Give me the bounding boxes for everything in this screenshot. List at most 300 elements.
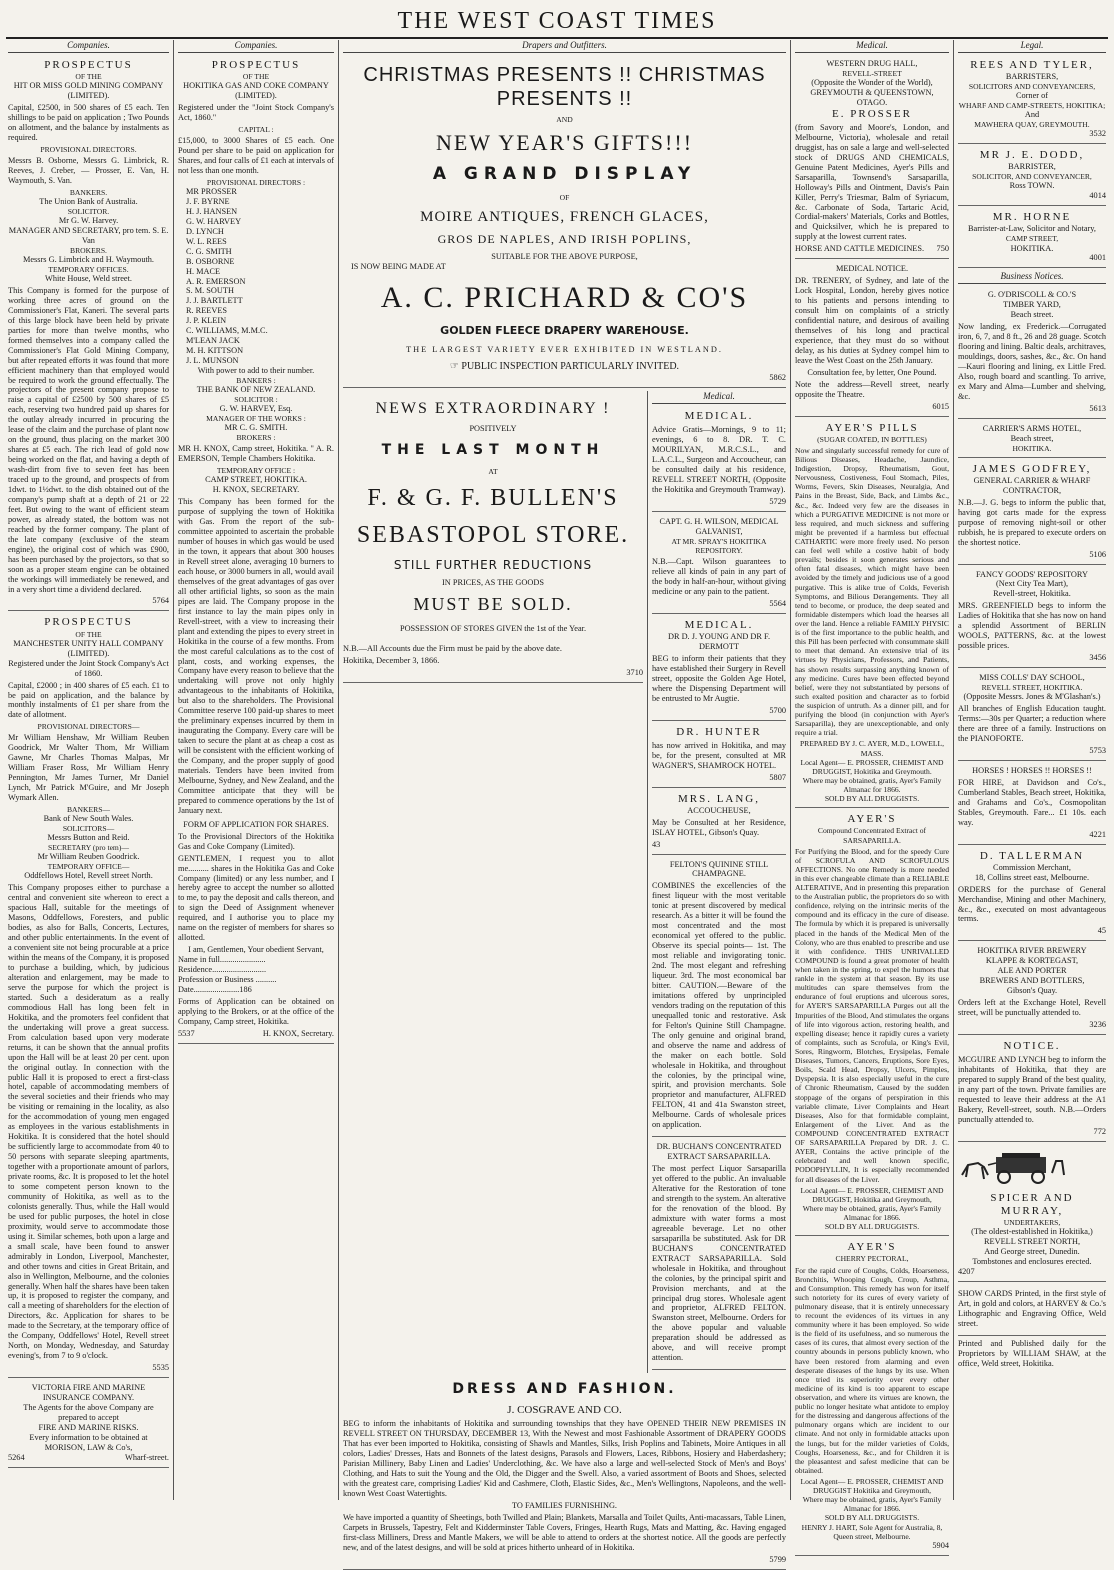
director-name: M'LEAN JACK xyxy=(186,336,240,346)
pointing-hand-icon: ☞ xyxy=(449,361,462,373)
ad-ref-number: 4221 xyxy=(1089,829,1106,839)
ad-ref-number: 5807 xyxy=(769,772,786,782)
ad-body: Orders left at the Exchange Hotel, Revell street, will be punctually attended to. xyxy=(958,998,1106,1018)
capital-text: £15,000, to 3000 Shares of £5 each. One Pound per share to be paid on application for Shares, and four calls of £1 each at intervals of not less than one month. xyxy=(178,136,334,175)
hall-company-prospectus xyxy=(8,614,169,1378)
ad-title: MISS COLLS' DAY SCHOOL, xyxy=(979,673,1085,683)
forms-note: Forms of Application can be obtained on applying to the Brokers, or at the office of the Company, Camp street, Hokitika. xyxy=(178,996,334,1026)
christmas-headline: CHRISTMAS PRESENTS !! CHRISTMAS PRESENTS !! xyxy=(363,63,766,110)
section-heading: Medical. xyxy=(795,40,949,53)
director-name: J. F. BYRNE xyxy=(186,196,230,206)
godfrey-carrier-ad xyxy=(958,461,1106,565)
ad-address: Beach street. xyxy=(1010,310,1054,320)
ad-sub: Compound Concentrated Extract of SARSAPARILLA. xyxy=(817,826,927,845)
show-cards-ad xyxy=(958,1285,1106,1336)
office-heading: TEMPORARY OFFICE : xyxy=(216,466,296,476)
form-field: Date......................186 xyxy=(178,985,252,995)
ad-line: Tombstones and enclosures erected. xyxy=(972,1257,1092,1267)
secretary-heading: SECRETARY (pro tem)— xyxy=(48,843,129,853)
ad-title: G. O'DRISCOLL & CO.'S xyxy=(987,290,1077,300)
reductions-headline: STILL FURTHER REDUCTIONS xyxy=(393,557,593,572)
directors-heading: PROVISIONAL DIRECTORS : xyxy=(206,177,306,187)
directors-text: Mr William Henshaw, Mr William Reuben Goodrick, Mr Walter Thom, Mr William Gawne, Mr Charles Thomas Malpas, Mr William Fraser Ross, Mr William Henry Pennington, Mr James Turner, Mr Daniel Lynch, Mr Patrick M'Guire, and Mr Joseph Wymark Allen. xyxy=(8,733,169,803)
office-text: CAMP STREET, HOKITIKA. xyxy=(205,475,307,485)
ad-ref-number: 772 xyxy=(1093,1126,1106,1136)
ad-title: MR J. E. DODD, xyxy=(979,149,1085,162)
ad-title: VICTORIA FIRE AND MARINE INSURANCE COMPANY. xyxy=(31,1383,146,1403)
ad-ref-number: 5862 xyxy=(769,373,786,383)
ad-ref-number: 5729 xyxy=(769,496,786,506)
buchan-ad xyxy=(652,1140,786,1370)
section-heading: Legal. xyxy=(958,40,1106,53)
ad-ref-number: 3532 xyxy=(1089,129,1106,139)
director-name: D. LYNCH xyxy=(186,226,224,236)
manager-heading: MANAGER OF THE WORKS : xyxy=(206,414,306,424)
ad-body: Advice Gratis—Mornings, 9 to 11; evenings, 6 to 8. DR. T. C. MOURILYAN, M.R.C.S.L., and L.A.C.L., Surgeon and Accoucheur, can be consulted daily at his residence, REVELL STREET NORTH, (Opposite the Hokitika and Greymouth Tramway). xyxy=(652,425,786,494)
solicitor-text: G. W. HARVEY, Esq. xyxy=(219,404,293,414)
ad-title: HOKITIKA RIVER BREWERY xyxy=(977,946,1087,956)
last-month-headline: THE LAST MONTH xyxy=(381,442,605,459)
ad-line: (The oldest-established in Hokitika,) xyxy=(971,1227,1093,1237)
ad-line: REVELL STREET NORTH, xyxy=(983,1237,1081,1247)
ad-ref-number: 5537 xyxy=(178,1028,195,1038)
director-name: R. REEVES xyxy=(186,306,228,316)
ad-title: CARRIER'S ARMS HOTEL, xyxy=(982,423,1082,433)
ad-signature: H. KNOX, Secretary. xyxy=(262,1028,334,1038)
ad-ref-number: 4001 xyxy=(1089,253,1106,263)
ad-title: DR. BUCHAN'S CONCENTRATED EXTRACT SARSAPARILLA. xyxy=(656,1142,782,1162)
bankers-heading: BANKERS— xyxy=(66,805,111,815)
brokers-text: Messrs G. Limbrick and H. Waymouth. xyxy=(23,254,154,264)
ad-body: FOR HIRE, at Davidson and Co's., Cumberland Stables, Beach street, Hokitika, and Grahams and Co's., Cosmopolitan Stables, Greymouth. Fare... £1 10s. each way. xyxy=(958,777,1106,827)
capital-heading: CAPITAL : xyxy=(238,124,274,134)
ad-ref-number: 5904 xyxy=(932,1540,949,1550)
section-heading: Drapers and Outfitters. xyxy=(343,40,786,53)
ad-line: HOKITIKA. xyxy=(1012,443,1052,453)
ad-body: DR. TRENERY, of Sydney, and late of the Lock Hospital, London, hereby gives notice to his patients and persons intending to consult him on complaints of a strictly confidential nature, and desirous of availing themselves of his long and practical experience, that they must do so without delay, as his duties at Sydney compel him to leave the West Coast on the 25th January. xyxy=(795,276,949,365)
almanac-note: Where may be obtained, gratis, Ayer's Family Almanac for 1866. xyxy=(802,1203,942,1222)
odriscoll-timber-ad xyxy=(958,288,1106,418)
colls-school-ad xyxy=(958,671,1106,761)
news-headline: NEWS EXTRAORDINARY ! xyxy=(375,400,611,418)
bankers-text: The Union Bank of Australia. xyxy=(39,196,138,206)
form-title: FORM OF APPLICATION FOR SHARES. xyxy=(183,819,329,829)
ad-ref-number: 3710 xyxy=(626,667,643,677)
hunter-ad xyxy=(652,724,786,788)
ad-line: CAMP STREET, xyxy=(1005,234,1059,244)
gas-company-prospectus xyxy=(178,57,334,1044)
director-name: H. MACE xyxy=(186,266,221,276)
director-name: M. H. KITTSON xyxy=(186,346,244,356)
office-heading: TEMPORARY OFFICE— xyxy=(47,862,130,872)
director-name: A. R. EMERSON xyxy=(186,276,246,286)
ayers-cherry-pectoral-ad xyxy=(795,1239,949,1556)
horne-ad xyxy=(958,209,1106,268)
ad-line: Every information to be obtained at xyxy=(29,1432,148,1442)
horses-ad xyxy=(958,764,1106,845)
sold-by: SOLD BY ALL DRUGGISTS. xyxy=(824,794,920,804)
ad-ref-number: 5106 xyxy=(1089,549,1106,559)
ad-title: HORSES ! HORSES !! HORSES !! xyxy=(972,765,1092,775)
must-be-sold-headline: MUST BE SOLD. xyxy=(413,594,573,615)
ad-line: HOKITIKA. xyxy=(1010,243,1054,253)
solicitor-text: Mr G. W. Harvey. xyxy=(58,215,119,225)
section-heading: Business Notices. xyxy=(958,271,1106,284)
ad-ref-number: 5535 xyxy=(152,1363,169,1373)
manager-text: MANAGER AND SECRETARY, pro tem. S. E. Van xyxy=(8,225,169,245)
ad-ref-number: 5753 xyxy=(1089,745,1106,755)
address-note: Note the address—Revell street, nearly opposite the Theatre. xyxy=(795,379,949,399)
bullen-sebastopol-ad xyxy=(343,391,643,682)
ad-body: ORDERS for the purchase of General Merchandise, Mining and other Machinery, &c., &c., executed on most advantageous terms. xyxy=(958,884,1106,924)
ad-line: (Opposite Messrs. Jones & M'Glashan's.) xyxy=(963,692,1101,702)
ayers-sarsaparilla-ad xyxy=(795,811,949,1236)
ad-title: PROSPECTUS xyxy=(44,616,133,629)
ad-title: AYER'S xyxy=(847,813,897,826)
ad-body: All branches of English Education taught. Terms:—30s per Quarter; a reduction where there are three of a family. Instructions on the PIANOFORTE. xyxy=(958,704,1106,743)
ad-line: SOLICITOR, AND CONVEYANCER, xyxy=(972,172,1092,182)
ad-body: has now arrived in Hokitika, and may be, for the present, consulted at MR WAGNER'S, SHAMROCK HOTEL. xyxy=(652,740,786,770)
sold-by: SOLD BY ALL DRUGGISTS. xyxy=(824,1222,920,1232)
ad-names: DR D. J. YOUNG AND DR F. DERMOTT xyxy=(667,631,771,651)
new-year-headline: NEW YEAR'S GIFTS!!! xyxy=(435,129,694,155)
ad-ref-number: 5764 xyxy=(152,596,169,606)
ad-ref-number: 750 xyxy=(936,244,949,254)
ad-body: SHOW CARDS Printed, in the first style of Art, in gold and colors, at HARVEY & Co.'s Lithographic and Engraving Office, Weld street. xyxy=(958,1289,1106,1328)
furnishing-heading: TO FAMILIES FURNISHING. xyxy=(511,1500,618,1510)
ad-footer xyxy=(178,1029,334,1039)
ad-and: AND xyxy=(556,114,573,124)
ad-address: 18, Collins street east, Melbourne. xyxy=(974,872,1090,882)
form-field: Name in full...................... xyxy=(178,955,266,965)
local-agent: Local Agent— E. PROSSER, CHEMIST AND DRUGGIST, Hokitika and Greymouth, xyxy=(800,1185,944,1204)
ad-line: Revell-street, Hokitika. xyxy=(993,589,1071,599)
ad-of-the: OF THE xyxy=(75,629,102,639)
druggist-name: E. PROSSER xyxy=(832,107,912,120)
dodd-ad xyxy=(958,147,1106,206)
ad-body: For the rapid cure of Coughs, Colds, Hoarseness, Bronchitis, Whooping Cough, Croup, Asthma, and Consumption. This remedy has won for itself such notoriety for its cures of every variety of pulmonary disease, that it is entirely unnecessary to recount the evidences of its virtues in any community where it has been employed. So wide is the field of its usefulness, and so numerous the cases of its cures, that almost every section of the country abounds in persons publicly known, who have been restored from alarming and even desperate diseases of the lungs by its use. When once tried its superiority over every other medicine of its kind is too apparent to escape observation, and where its virtues are known, the public no longer hesitate what antidote to employ for the distressing and dangerous affections of the pulmonary organs which are incident to our climate. And not only in formidable attacks upon the lungs, but for the milder varieties of Colds, Coughs, Hoarseness, &c., and for Children it is the pleasantest and safest medicine that can be obtained. xyxy=(795,1265,949,1475)
prices-line: IN PRICES, AS THE GOODS xyxy=(442,578,544,588)
column-legal xyxy=(953,40,1110,1500)
prichard-christmas-ad xyxy=(343,57,786,388)
capital-text: Capital, £2500, in 500 shares of £5 each. Ten shillings to be paid on application ; Two Pounds on allotment, and the balance by instalments as required. xyxy=(8,103,169,142)
column-companies-1 xyxy=(4,40,173,1500)
form-body: GENTLEMEN, I request you to allot me.......... shares in the Hokitika Gas and Coke Company (limited) or any less number, and I hereby agree to accept the number so allotted to me, to pay the deposit and calls thereon, and to sign the Deed of Assignment whenever required, and I authorise you to place my name on the register of members for shares so allotted. xyxy=(178,853,334,943)
ad-body: Now landing, ex Frederick.—Corrugated iron, 6, 7, and 8 ft., 26 and 28 guage. Scotch flooring and lining. Baltic deals, architraves, mouldings, doors, sashes, &c., &c. On hand—Kauri flooring and lining, ex Little Fred. Also, rough board and scantling. To arrive, ex Mary and Alma—Lumber and shelving, &c. xyxy=(958,322,1106,401)
ad-sub: (SUGAR COATED, IN BOTTLES) xyxy=(817,434,927,444)
ad-of-the: OF THE xyxy=(75,71,102,81)
trenery-notice xyxy=(795,262,949,416)
ad-ref-number: 5799 xyxy=(769,1554,786,1564)
spicer-murray-ad xyxy=(958,1145,1106,1282)
bankers-text: Bank of New South Wales. xyxy=(43,814,134,824)
ad-line: MAWHERA QUAY, GREYMOUTH. xyxy=(974,120,1090,130)
ad-sub: GENERAL CARRIER & WHARF CONTRACTOR, xyxy=(973,475,1091,495)
bankers-text: THE BANK OF NEW ZEALAND. xyxy=(196,385,316,395)
ad-line: Ross TOWN. xyxy=(1009,181,1055,191)
director-name: G. W. HARVEY xyxy=(186,216,242,226)
ad-title: MR. HORNE xyxy=(992,211,1072,224)
ad-body: For Purifying the Blood, and for the speedy Cure of SCROFULA AND SCROFULOUS AFFECTIONS. No one Remedy is more needed in this ever changeable climate than a RELIABLE ALTERATIVE, And in presenting this preparation to the Australian public, the proprietors do so with confidence, relying on the intrinsic merits of the compound and its efficacy in the cure of disease. The formula by which it is prepared is universally placed in the hands of the Medical Men of the Colony, who are thus enabled to prescribe and use it with confidence. THIS UNRIVALLED COMPOUND is found a great promoter of health when taken in the spring, to expel the humors that rankle in the system at that season. By its use multitudes can spare themselves from the endurance of foul eruptions and ulcerous sores, for AYER'S SARSAPARILLA Purges out all the Impurities of the Blood, And stimulates the organs of life into vigorous action, restoring health, and expelling disease; hence it rapidly cures a variety of complaints, such as Scrofula, or King's Evil, Sores, Ringworm, Blotches, Erysipelas, Female Diseases, Tumors, Cancers, Eruptions, Sore Eyes, Boils, Scald Head, Dropsy, Ulcers, Pimples, Dyspepsia. It is also especially useful in the cure of Chronic Rheumatism, Caused by the sudden stoppage of the organs of perspiration in this variable climate, Liver Complaints and Heart Diseases, Also for that formidable complaint, Enlargement of the Liver. And as the COMPOUND CONCENTRATED EXTRACT OF SARSAPARILLA Prepared by DR. J. C. AYER, Contains the active principle of the celebrated and well known specific, PODOPHYLLIN, It is especially recommended for all diseases of the Liver. xyxy=(795,846,949,1184)
ad-ref-number: 3456 xyxy=(1089,653,1106,663)
ad-title: PROSPECTUS xyxy=(44,58,133,71)
form-sign: I am, Gentlemen, Your obedient Servant, xyxy=(188,945,324,955)
office-text: Oddfellows Hotel, Revell street North. xyxy=(24,871,153,881)
possession-line: POSSESSION OF STORES GIVEN the 1st of the Year. xyxy=(399,623,587,633)
form-field: Profession or Business .......... xyxy=(178,975,277,985)
directors-text: Messrs B. Osborne, Messrs G. Limbrick, R. Reeves, J. Creber, — Prosser, E. Van, H. Waymouth, S. Van. xyxy=(8,155,169,185)
accounts-note: N.B.—All Accounts due the Firm must be paid by the above date. xyxy=(343,643,562,653)
fee-text: Consultation fee, by letter, One Pound. xyxy=(807,367,937,377)
director-name: J. J. BARTLETT xyxy=(186,296,243,306)
ad-ref-number: 5564 xyxy=(769,598,786,608)
ad-ref-number: 5264 xyxy=(8,1452,25,1462)
ad-line: And xyxy=(1024,110,1040,120)
ad-footer xyxy=(795,244,949,254)
brewery-ad xyxy=(958,944,1106,1035)
lang-ad xyxy=(652,791,786,855)
ad-body: Now and singularly successful remedy for cure of Bilious Diseases, Headache, Jaundice, Indigestion, Dropsy, Rheumatism, Gout, Nervousness, Costiveness, Foul Stomach, Piles, Worms, Fevers, Skin Diseases, Neuralgia, And Pains in the Breast, Side, Back, and Limbs &c., &c., &c. Indeed very few are the diseases in which a PURGATIVE MEDICINE is not more or less required, and much sickness and suffering might be prevented if a harmless but effectual CATHARTIC were more freely used. No person can feel well while a costive habit of body prevails; besides it soon generates serious and often fatal diseases, which might have been avoided by the timely and judicious use of a good purgative. This is alike true of Colds, Feverish Symptoms, and Bilious Derangements. They all tend to become, or produce, the deep seated and formidable distempers which load the hearses all over the land. Hence a reliable FAMILY PHYSIC is of the first importance to the public health, and this Pill has been perfected with consummate skill to meet that demand. An extensive trial of its virtues by Physicians, Professors, and Patients, has shown results surpassing anything known of any medicine. Cures have been effected beyond belief, were they not substantiated by persons of such exalted position and character as to forbid the suspicion of untruth. As a dinner pill, and for purifying the blood (in conjunction with Ayer's Sarsaparilla), they are unexceptionable, and only require a trial. xyxy=(795,445,949,738)
ad-line: Corner of xyxy=(1015,91,1049,101)
date-line: Hokitika, December 3, 1866. xyxy=(343,655,440,665)
section-heading: Companies. xyxy=(178,40,334,53)
ad-body: N.B.—J. G. begs to inform the public that, having got carts made for the express purpose of removing night-soil or other rubbish, he is prepared to execute orders on the shortest notice. xyxy=(958,497,1106,547)
ad-title: NOTICE. xyxy=(1003,1040,1061,1053)
dress-fashion-ad xyxy=(343,1373,786,1569)
column-medical xyxy=(790,40,953,1550)
brokers-heading: BROKERS. xyxy=(70,245,107,255)
wilson-galvanist-ad xyxy=(652,515,786,614)
director-name: H. J. HANSEN xyxy=(186,206,238,216)
firm-name: J. COSGRAVE AND CO. xyxy=(507,1404,622,1416)
being-made-line: IS NOW BEING MADE AT xyxy=(351,262,446,272)
ad-line: BARRISTERS, xyxy=(1005,71,1059,81)
ad-title: SPICER AND MURRAY, xyxy=(990,1191,1074,1217)
director-name: S. M. SOUTH xyxy=(186,286,234,296)
tallerman-ad xyxy=(958,848,1106,942)
almanac-note: Where may be obtained, gratis, Ayer's Family Almanac for 1866. xyxy=(802,775,942,794)
ad-line: BARRISTER, xyxy=(1008,162,1056,172)
ayers-pills-ad xyxy=(795,420,949,809)
ad-line: MORISON, LAW & Co's, xyxy=(44,1442,133,1452)
sold-by: SOLD BY ALL DRUGGISTS. xyxy=(824,1513,920,1523)
ad-line: (Next City Tea Mart), xyxy=(995,579,1069,589)
drapers-lower-row xyxy=(343,391,786,1373)
largest-variety-line: THE LARGEST VARIETY EVER EXHIBITED IN WESTLAND. xyxy=(406,345,723,355)
director-name: J. L. MUNSON xyxy=(186,356,239,366)
ad-body: BEG to inform the inhabitants of Hokitika and surrounding townships that they have OPENED THEIR NEW PREMISES IN REVELL STREET ON THURSDAY, DECEMBER 13, With the Newest and most Fashionable Assortment of DRAPERY GOODS That has ever been imported to Hokitika, consisting of Shawls and Mantles, Silks, Irish Poplins and Tabinets, Moire Antiques in all colors, Ladies' Dresses, Hats and Bonnets of the latest designs, Parasols and Flowers, Laces, Ribbons, Hosiery and Haberdashery; Parisian Millinery, Baby Linen and Ladies' Underclothing, &c. We have also a large and well-selected Stock of Men's and Boys' Clothing, and Hats to suit the Young and the Old, the Digger and the Swell. Also, a varied assortment of Boots and Shoes, selected with the greatest care, comprising Ladies' Kid and Cashmere, Cloth, Elastic Sides, &c., Men's Wellingtons, Napoleons, and the well-known West Coast Watertights. xyxy=(343,1419,786,1498)
fabrics-line: MOIRE ANTIQUES, FRENCH GLACES, xyxy=(420,208,709,225)
ad-ref-number: 5613 xyxy=(1089,403,1106,413)
ad-ref-number: 45 xyxy=(1097,926,1106,936)
almanac-note: Where may be obtained, gratis, Ayer's Family Almanac for 1866. xyxy=(802,1495,942,1514)
gold-mining-prospectus xyxy=(8,57,169,612)
company-name: MANCHESTER UNITY HALL COMPANY (LIMITED). xyxy=(13,638,164,658)
ad-address: (Opposite the Wonder of the World), xyxy=(811,77,933,87)
victoria-insurance-ad xyxy=(8,1381,169,1468)
ad-footer-text: HORSE AND CATTLE MEDICINES. xyxy=(795,244,925,254)
ad-address: Wharf-street. xyxy=(125,1452,169,1462)
ad-line: And George street, Dunedin. xyxy=(984,1247,1080,1257)
ad-line: Barrister-at-Law, Solicitor and Notary, xyxy=(967,224,1096,234)
ad-title: AYER'S PILLS xyxy=(825,421,919,434)
ad-line: Beach street, xyxy=(1010,433,1054,443)
director-name: B. OSBORNE xyxy=(186,256,235,266)
ad-ref-number: 6015 xyxy=(932,401,949,411)
ad-body: BEG to inform their patients that they have established their Surgery in Revell street, opposite the Golden Age Hotel, where the Dispensing Department will be entrusted to Mr Augtie. xyxy=(652,653,786,703)
ad-title: FANCY GOODS' REPOSITORY xyxy=(976,569,1088,579)
store-name: SEBASTOPOL STORE. xyxy=(356,522,630,549)
director-name: MR PROSSER xyxy=(186,186,237,196)
ad-sub: AT MR. SPRAY'S HOKITIKA REPOSITORY. xyxy=(671,536,767,555)
dress-headline: DRESS AND FASHION. xyxy=(452,1381,677,1398)
ad-title: DR. HUNTER xyxy=(676,725,762,738)
power-text: With power to add to their number. xyxy=(197,366,315,376)
carriers-arms-ad xyxy=(958,422,1106,458)
ad-line: BREWERS AND BOTTLERS, xyxy=(979,976,1085,986)
ad-title: WESTERN DRUG HALL, xyxy=(826,58,918,68)
ad-title: REES AND TYLER, xyxy=(970,58,1094,71)
ad-line: Gibson's Quay. xyxy=(1006,986,1058,996)
ad-body: COMBINES the excellencies of the finest liqueur with the most veritable tonic at present discovered by medical research. As a bitter it will be found the most concentrated and the most economical yet offered to the public. Observe its special points— 1st. The most reliable and invigorating tonic. 2nd. The most elegant and refreshing liqueur. 3rd. The most economical bar bitter. CAUTION.—Beware of the imitations offered by unprincipled vendors trading on the reputation of this unequalled tonic and restorative. Ask for Felton's Quinine Still Champagne. The only genuine and original brand, and observe the name and address of the maker on each bottle. Sold wholesale in Hokitika, and throughout the colonies, by the principal wine, spirit, and provision merchants. Sole proprietor and manufacturer, ALFRED FELTON, 41 and 41a Swanston street, Melbourne. Cards of wholesale prices on application. xyxy=(652,881,786,1130)
form-field: Residence.......................... xyxy=(178,965,267,975)
prepared-by: PREPARED BY J. C. AYER, M.D., LOWELL, MASS. xyxy=(799,739,945,758)
ad-ref-number: 43 xyxy=(652,839,661,849)
section-heading: Medical. xyxy=(652,391,786,404)
ad-ref-number: 4014 xyxy=(1089,191,1106,201)
ad-sub: UNDERTAKERS, xyxy=(1003,1218,1061,1228)
ad-title: CAPT. G. H. WILSON, MEDICAL GALVANIST, xyxy=(659,516,779,536)
ad-body: (from Savory and Moore's, London, and Melbourne, Victoria), wholesale and retail druggist, has on sale a large and well-selected stock of DRUGS AND CHEMICALS, Genuine Patent Medicines, Ayer's Pills and Sarsaparilla, Townsend's Sarsaparilla, Holloway's Pills and Ointment, Davis's Pain Killer, Perry's Triesmar, Balm of Syriacum, &c. Carbonate of Soda, Tartaric Acid, Cordial-makers' Materials, Corks and Bottles, and Quicksilver, which he is prepared to supply at the lowest current rates. xyxy=(795,122,949,242)
company-name: HIT OR MISS GOLD MINING COMPANY (LIMITED). xyxy=(13,81,164,101)
ad-sub: CHERRY PECTORAL, xyxy=(835,1254,909,1264)
form-to: To the Provisional Directors of the Hokitika Gas and Coke Company (Limited). xyxy=(178,831,334,851)
director-name: C. G. SMITH xyxy=(186,246,232,256)
inspection-line xyxy=(343,361,786,373)
bankers-heading: BANKERS : xyxy=(236,376,276,386)
bullen-name: F. & G. F. BULLEN'S xyxy=(367,485,619,512)
ad-body: MRS. GREENFIELD begs to inform the Ladies of Hokitika that she has now on hand a splendid Assortment of BERLIN WOOLS, PATTERNS, &c. at the lowest possible prices. xyxy=(958,601,1106,651)
brewer-names: KLAPPE & KORTEGAST, xyxy=(985,956,1079,966)
ad-body: May be Consulted at her Residence, ISLAY HOTEL, Gibson's Quay. xyxy=(652,817,786,837)
ad-address: REVELL-STREET xyxy=(842,68,902,78)
ad-body: N.B.—Capt. Wilson guarantees to relieve all kinds of pain in any part of the body in half-an-hour, without giving medicine or any pain to the patient. xyxy=(652,556,786,596)
registered-text: Registered under the "Joint Stock Company's Act, 1860." xyxy=(178,103,334,122)
director-name: J. P. KLEIN xyxy=(186,316,227,326)
offices-heading: TEMPORARY OFFICES. xyxy=(48,264,129,274)
ad-of: OF xyxy=(559,192,570,202)
bankers-heading: BANKERS. xyxy=(69,187,108,197)
ad-line: FIRE AND MARINE RISKS. xyxy=(38,1422,139,1432)
ad-title: JAMES GODFREY, xyxy=(972,462,1092,475)
ad-title: FELTON'S QUININE STILL CHAMPAGNE. xyxy=(669,859,769,879)
secretary-text: H. KNOX, SECRETARY. xyxy=(212,485,300,495)
ad-line: WHARF AND CAMP-STREETS, HOKITIKA; xyxy=(958,101,1106,110)
inspection-text: PUBLIC INSPECTION PARTICULARLY INVITED. xyxy=(461,361,680,373)
ad-title: PROSPECTUS xyxy=(211,58,301,71)
positively-line: POSITIVELY xyxy=(469,424,517,434)
fancy-goods-ad xyxy=(958,568,1106,669)
mourilyan-ad xyxy=(652,408,786,512)
ad-line: REVELL STREET, HOKITIKA. xyxy=(981,683,1083,693)
director-name: W. L. REES xyxy=(186,236,227,246)
secretary-text: Mr William Reuben Goodrick. xyxy=(37,852,140,862)
masthead-rule xyxy=(6,37,1108,39)
ad-line: ALE AND PORTER xyxy=(997,966,1067,976)
ad-line: SOLICITORS AND CONVEYANCERS, xyxy=(968,81,1096,91)
warehouse-name: GOLDEN FLEECE DRAPERY WAREHOUSE. xyxy=(440,324,689,338)
prichard-name: A. C. PRICHARD & CO'S xyxy=(380,281,749,315)
manager-text: MR C. G. SMITH. xyxy=(224,423,288,433)
solicitors-text: Messrs Button and Reid. xyxy=(47,833,130,843)
ad-title: D. TALLERMAN xyxy=(979,849,1085,862)
offices-text: White House, Weld street. xyxy=(45,273,132,283)
suitable-line: SUITABLE FOR THE ABOVE PURPOSE, xyxy=(491,252,638,262)
ad-title: MEDICAL. xyxy=(684,409,754,422)
ad-title: AYER'S xyxy=(847,1241,897,1254)
ad-sub: TIMBER YARD, xyxy=(1003,300,1061,310)
printer-imprint: Printed and Published daily for the Proprietors by WILLIAM SHAW, at the office, Weld street, Hokitika. xyxy=(958,1338,1106,1368)
medical-column xyxy=(648,391,786,1373)
column-companies-2 xyxy=(173,40,338,1500)
sole-agent: HENRY J. HART, Sole Agent for Australia, 8, Queen street, Melbourne. xyxy=(801,1522,943,1541)
ad-title: MRS. LANG, xyxy=(677,792,761,805)
ad-ref-number: 3236 xyxy=(1089,1020,1106,1030)
ad-sub: ACCOUCHEUSE, xyxy=(687,805,751,815)
prospectus-body: This Company proposes either to purchase a central and convenient site whereon to erect a spacious Hall, suitable for the meetings of Masons, Oddfellows, Foresters, and public bodies, as also for Balls, Concerts, Lectures, and other public entertainments. In the event of a convenient site not being procurable at a price within the means of the Company, it is proposed to purchase a building, which, by judicious alteration and enlargement, may be made to serve the purpose for which the project is started. Such a desideratum as a really commodious Hall has long been felt in Hokitika, and the promoters feel confident that the undertaking will prove a great success. From calculation based upon very moderate returns, it can be shown that the annual profits upon the Hall will be at least 20 per cent. upon the original outlay. In connection with the public Hall it is proposed to erect a first-class hotel, capable of accommodating members of the several societies and their friends who may be visiting or remaining in the locality, as also for the accommodation of young men engaged as employees in the various establishments in Hokitika. It is considered that the hotel should be sufficiently large to accommodate from 40 to 50 persons with separate sleeping apartments, together with a proportionate amount of parlors, private rooms, &c. It is proposed to let the hotel to some competent person known to the community of Hokitika, as well as to the colonists generally. Thus, while the Hall would be used for public purposes, the hotel in close proximity, would serve to accommodate those using it. Similar schemes, both upon a large and a small scale, have been found to answer admirably in London, Liverpool, Manchester, and other towns and cities in Great Britain, and also in Wellington, Melbourne, and the colonies generally. When half the shares have been taken up, it is proposed to register the company, and call a meeting of shareholders for the election of Directors, &c. Application for shares to be made to the Secretary, at the temporary office of the Company, Oddfellows' Hotel, Revell street North, on Monday, Wednesday, and Saturday evening's, from 7 to 9 o'clock. xyxy=(8,883,169,1361)
brokers-text: MR H. KNOX, Camp street, Hokitika. " A. R. EMERSON, Temple Chambers Hokitika. xyxy=(178,444,334,464)
hearse-carriage-icon xyxy=(958,1151,1078,1185)
brokers-heading: BROKERS : xyxy=(236,433,276,443)
prospectus-body: This Company is formed for the purpose of working three acres of ground on the Commissioner's Flat, Kaneri. The several parts of this large block have been held by private parties for more than twelve months, who formed themselves into a company called the Commissioner's Flat Gold Mining Company, but after repeated efforts it was found that more efficient machinery than that employed would be required to work the ground effectually. The projectors of the present company propose to raise a capital of £2500 by 500 shares of £5 each, reserving two hundred paid up shares for the outlay already incurred in procuring the lease of the claim and the purchase of plant now on the ground, thus placing on the market 300 shares at £5 each. The rich lead of gold now being worked on the flat, and having a depth of wash-dirt from five to seven feet has been traced up to the ground, and prospects of from 1dwt. to 1½dwt. to the dish obtained out of the company's pump shaft at a depth of 21 or 22 feet. But owing to the want of efficient steam power, as already stated, the bottom was not reached by the former company. The plant of the late company (exclusive of the steam engine), the original cost of which was £900, has been purchased by the projectors, so that so soon as a proper steam engine can be obtained the workings will immediately be renewed, and in a very short time a dividend declared. xyxy=(8,285,169,594)
ad-address: GREYMOUTH & QUEENSTOWN, OTAGO. xyxy=(810,87,934,107)
directors-heading: PROVISIONAL DIRECTORS. xyxy=(40,144,137,154)
registered-text: Registered under the Joint Stock Company's Act of 1860. xyxy=(8,658,169,678)
company-name: HOKITIKA GAS AND COKE COMPANY (LIMITED). xyxy=(183,81,329,101)
western-drug-hall-ad xyxy=(795,57,949,260)
fabrics-line-2: GROS DE NAPLES, AND IRISH POPLINS, xyxy=(437,231,692,246)
ad-sub: Commission Merchant, xyxy=(993,862,1071,872)
local-agent: Local Agent— E. PROSSER, CHEMIST AND DRUGGIST Hokitika and Greymouth, xyxy=(800,1477,944,1496)
ad-title: MEDICAL. xyxy=(684,618,754,631)
directors-list xyxy=(178,187,334,366)
ad-line: The Agents for the above Company are prepared to accept xyxy=(23,1403,154,1422)
ad-body: The most perfect Liquor Sarsaparilla yet offered to the public. An invaluable Alterative for the Restoration of tone and strength to the system. An alterative for the renovation of the blood. By admixture with water forms a most agreeable beverage. Let no other sarsaparilla be substituted. Ask for DR BUCHAN'S CONCENTRATED EXTRACT SARSAPARILLA. Sold wholesale in Hokitika, and throughout the colonies, by the principal spirit and Provision merchants, and at the principal drug stores. Wholesale agent and proprietor, ALFRED FELTON. Swanston street, Melbourne. Orders for the above popular and valuable preparation should be addressed as above, and will receive prompt attention. xyxy=(652,1164,786,1363)
bullen-column xyxy=(343,391,648,1373)
mcguire-lynch-notice xyxy=(958,1038,1106,1142)
capital-text: Capital, £2000 ; in 400 shares of £5 each. £1 to be paid on application, and the balance by monthly instalments of £1 per share from the date of allotment. xyxy=(8,680,169,720)
ad-footer xyxy=(8,1453,169,1463)
rees-tyler-ad xyxy=(958,57,1106,144)
solicitor-heading: SOLICITOR. xyxy=(67,206,110,216)
ad-ref-number: 5700 xyxy=(769,705,786,715)
ad-ref-number: 4207 xyxy=(958,1267,975,1277)
ad-of-the: OF THE xyxy=(242,71,270,81)
young-dermott-ad xyxy=(652,617,786,721)
ad-body-2: We have imported a quantity of Sheetings, both Twilled and Plain; Blankets, Marsalla and Toilet Quilts, Anti-macassars, Table Linen, Carpets in Brussels, Tapestry, Felt and Kidderminster Table Covers, Fringes, Hearth Rugs, Mats and Matting, &c. Having engaged first-class Milliners, Dress and Mantle Makers, we will be able to attend to orders at the shortest notice. All the goods are perfectly new, and of the latest designs, and will be sold at prices hitherto unheard of in Hokitika. xyxy=(343,1512,786,1552)
column-drapers xyxy=(338,40,790,1564)
section-heading: Companies. xyxy=(8,40,169,53)
solicitors-heading: SOLICITORS— xyxy=(62,824,115,834)
ad-title: MEDICAL NOTICE. xyxy=(835,264,909,274)
solicitor-heading: SOLICITOR : xyxy=(234,395,278,405)
directors-heading: PROVISIONAL DIRECTORS— xyxy=(37,722,140,732)
ad-at: AT xyxy=(488,467,498,477)
local-agent: Local Agent— E. PROSSER, CHEMIST AND DRUGGIST, Hokitika and Greymouth. xyxy=(800,757,944,776)
grand-display-headline: A GRAND DISPLAY xyxy=(432,164,697,185)
felton-ad xyxy=(652,858,786,1138)
masthead: THE WEST COAST TIMES xyxy=(397,8,717,34)
